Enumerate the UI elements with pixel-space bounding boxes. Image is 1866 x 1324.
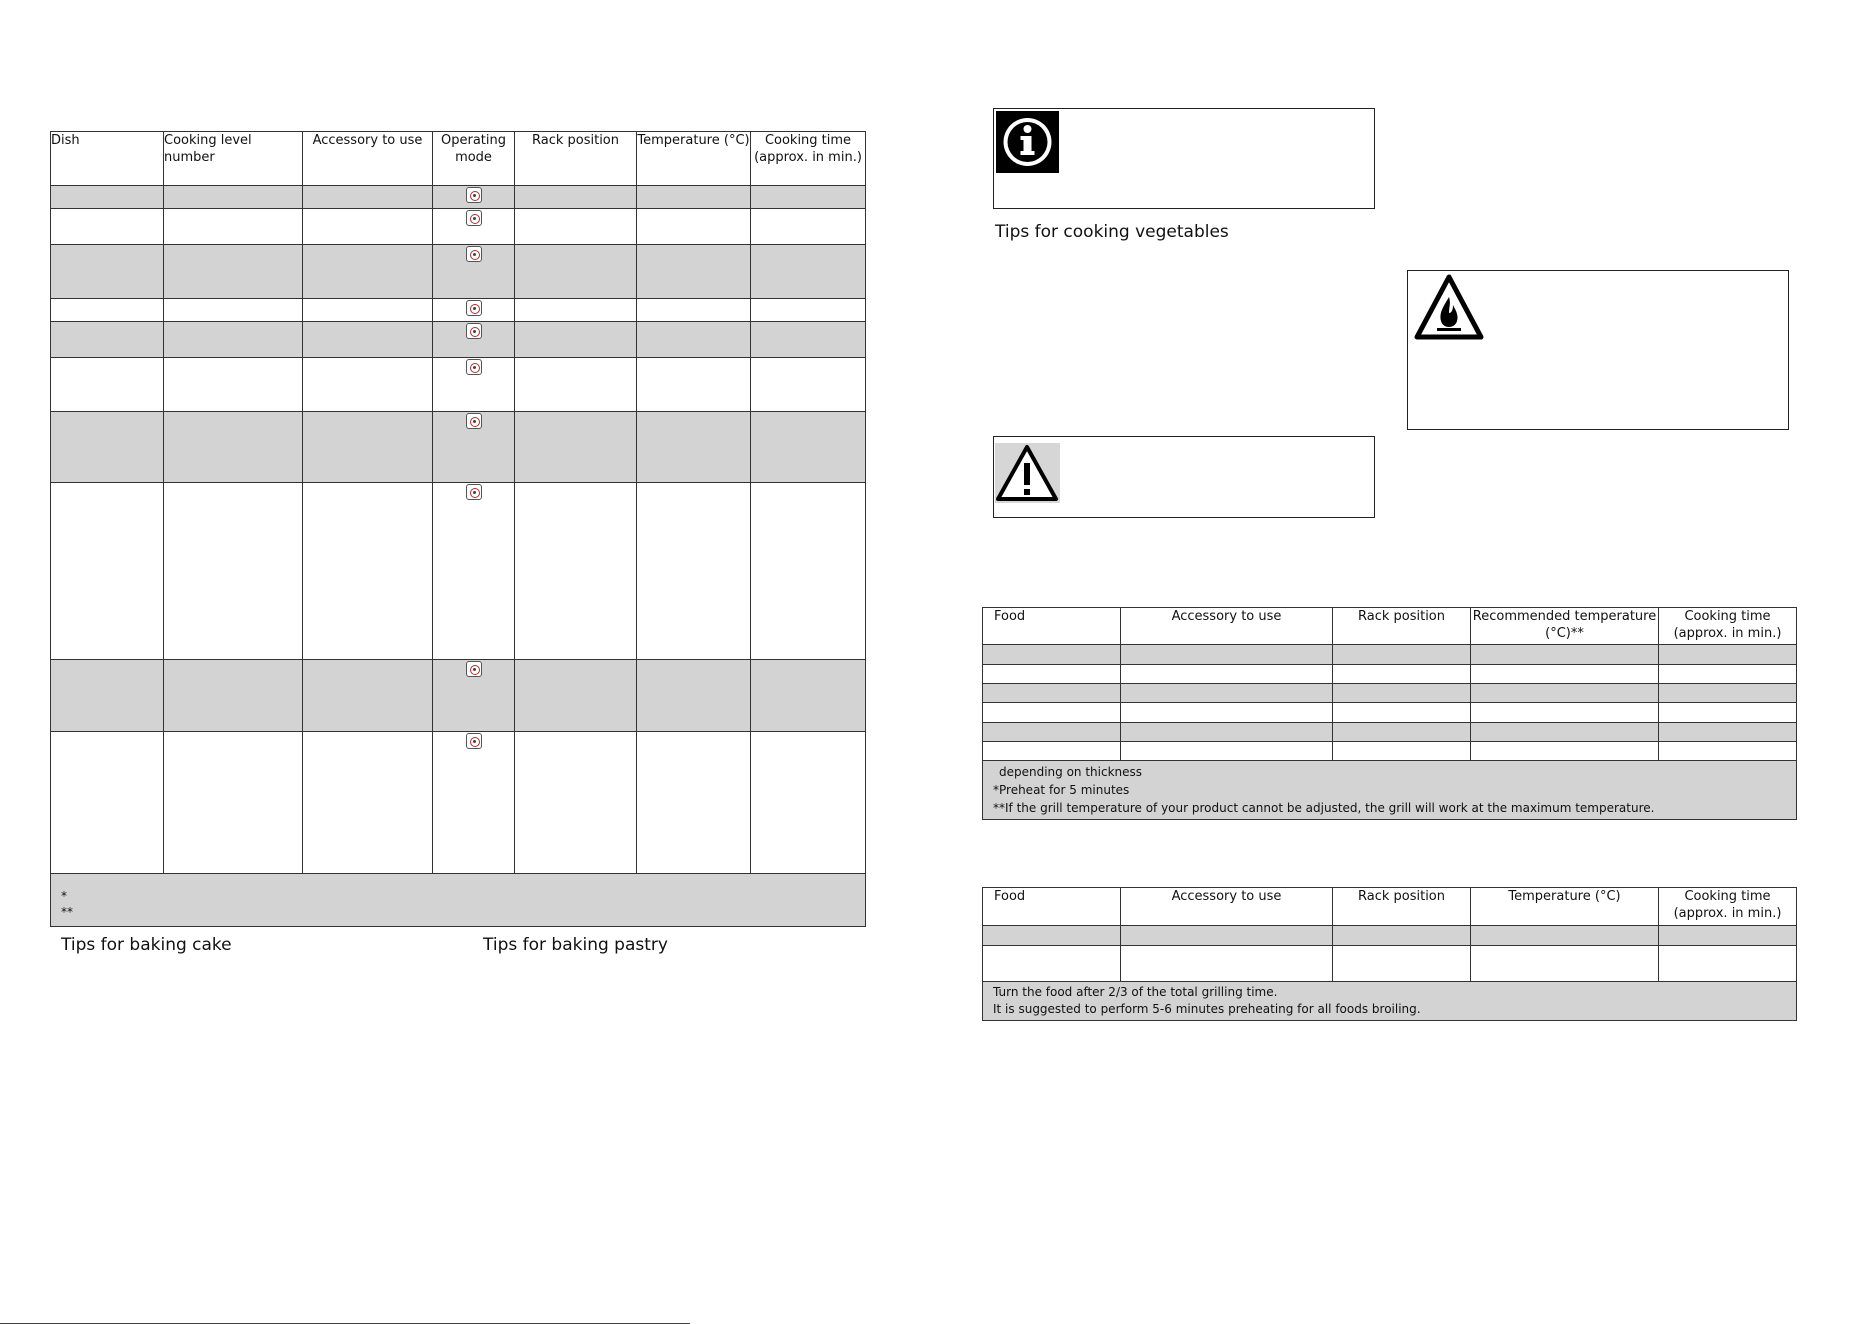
table-header-row: [983, 608, 1797, 645]
table-row: [983, 946, 1797, 982]
footnote-single-star: *: [61, 889, 67, 903]
fan-mode-icon: [466, 300, 482, 316]
fan-mode-icon: [466, 359, 482, 375]
table-row: [51, 299, 866, 322]
table-row: [51, 322, 866, 358]
table-row: [983, 684, 1797, 703]
header-rack-position: Rack position: [515, 132, 637, 186]
table-footnote-row: [51, 874, 866, 927]
fan-mode-icon: [466, 661, 482, 677]
note-preheating: It is suggested to perform 5-6 minutes preheating for all foods broiling.: [993, 1002, 1421, 1016]
header-temperature: Temperature (°C): [637, 132, 751, 186]
note-thickness: depending on thickness: [999, 765, 1143, 779]
table-row: [983, 703, 1797, 723]
table-row: [51, 660, 866, 732]
table-row: [983, 645, 1797, 665]
fire-warning-box: [1407, 270, 1789, 430]
table-row: [983, 665, 1797, 684]
table-row: [51, 245, 866, 299]
fire-warning-icon: [1413, 273, 1485, 343]
header-operating-mode: Operating mode: [433, 132, 515, 186]
caution-icon: [995, 443, 1060, 503]
table-header-row: [51, 132, 866, 186]
tips-cooking-vegetables: Tips for cooking vegetables: [995, 222, 1229, 242]
header-dish: Dish: [51, 132, 164, 186]
table-row: [51, 358, 866, 412]
table-row: [51, 732, 866, 874]
table-row: [51, 412, 866, 483]
tips-baking-cake: Tips for baking cake: [61, 935, 232, 955]
table-row: [51, 483, 866, 660]
fan-mode-icon: [466, 484, 482, 500]
note-turn-food: Turn the food after 2/3 of the total grilling time.: [993, 985, 1278, 999]
info-notice-box: [993, 108, 1375, 209]
cake-table: [50, 131, 866, 927]
broil-table: [982, 887, 1797, 1021]
fan-mode-icon: [466, 246, 482, 262]
fan-mode-icon: [466, 733, 482, 749]
header-food: Food: [983, 888, 1121, 926]
header-recommended-temperature: Recommended temperature (°C)**: [1471, 608, 1659, 645]
table-row: [983, 742, 1797, 761]
header-rack-position: Rack position: [1333, 608, 1471, 645]
note-preheat: *Preheat for 5 minutes: [993, 783, 1130, 797]
info-icon: [996, 111, 1059, 173]
header-accessory: Accessory to use: [303, 132, 433, 186]
header-food: Food: [983, 608, 1121, 645]
header-cooking-level: Cooking level number: [164, 132, 303, 186]
table-note-row: [983, 982, 1797, 1021]
grill-table: [982, 607, 1797, 820]
table-row: [51, 186, 866, 209]
table-row: [983, 926, 1797, 946]
table-row: [51, 209, 866, 245]
header-cooking-time: Cooking time (approx. in min.): [751, 132, 866, 186]
header-accessory: Accessory to use: [1121, 608, 1333, 645]
header-temperature: Temperature (°C): [1471, 888, 1659, 926]
table-note-row: [983, 761, 1797, 820]
footnote-double-star: **: [61, 905, 73, 919]
header-accessory: Accessory to use: [1121, 888, 1333, 926]
table-row: [983, 723, 1797, 742]
fan-mode-icon: [466, 323, 482, 339]
tips-baking-pastry: Tips for baking pastry: [483, 935, 668, 955]
caution-notice-box: [993, 436, 1375, 518]
fan-mode-icon: [466, 187, 482, 203]
header-cooking-time: Cooking time (approx. in min.): [1659, 608, 1797, 645]
note-grill-temperature: **If the grill temperature of your product cannot be adjusted, the grill will work at the maximum temperature.: [993, 801, 1655, 815]
header-cooking-time: Cooking time (approx. in min.): [1659, 888, 1797, 926]
fan-mode-icon: [466, 210, 482, 226]
fan-mode-icon: [466, 413, 482, 429]
table-header-row: [983, 888, 1797, 926]
header-rack-position: Rack position: [1333, 888, 1471, 926]
